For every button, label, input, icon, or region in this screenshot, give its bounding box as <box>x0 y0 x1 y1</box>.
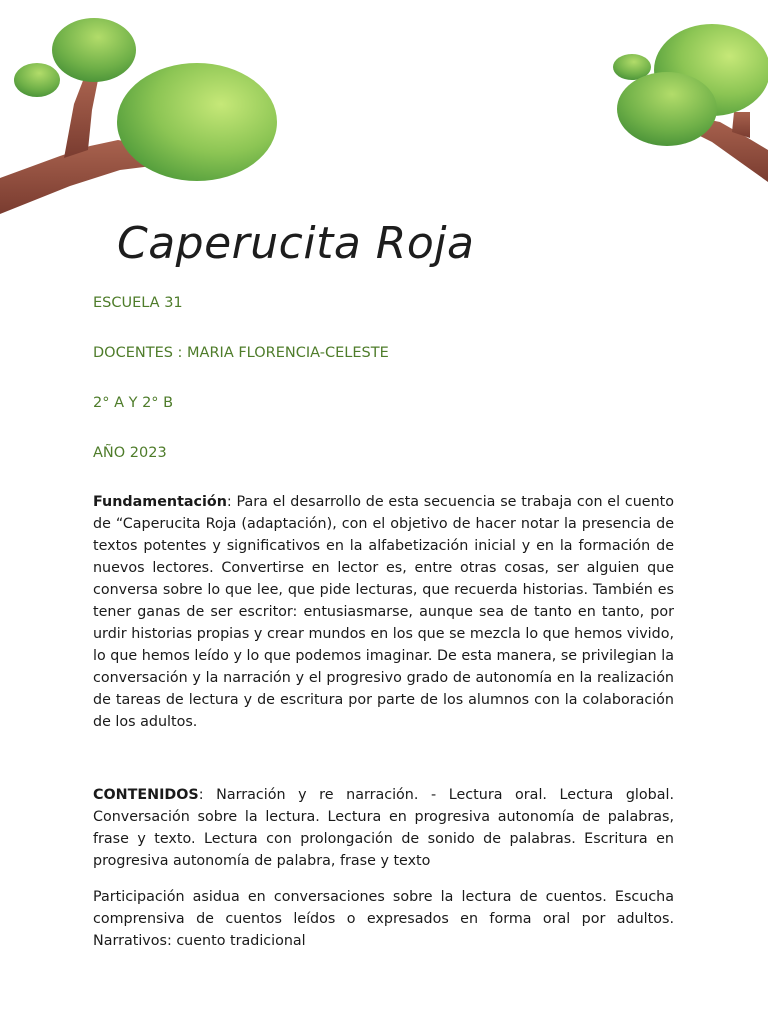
year-line: AÑO 2023 <box>93 445 167 461</box>
left-leaf-large <box>117 63 277 181</box>
left-leaf-small <box>14 63 60 97</box>
fundamentacion-text: : Para el desarrollo de esta secuencia se trabaja con el cuento de “Caperucita Roja (adaptación), con el objetivo de hacer notar la presencia de textos potentes y significativos en la alfabetización inicial y en la formación de nuevos lectores. Convertirse en lector es, entre otras cosas, ser alguien que conversa sobre lo que lee, que pide lecturas, que recuerda historias. También es tener ganas de ser escritor: entusiasmarse, aunque sea de tanto en tanto, por urdir historias propias y crear mundos en los que se mezcla lo que hemos vivido, lo que hemos leído y lo que podemos imaginar. De esta manera, se privilegian la conversación y la narración y el progresivo grado de autonomía en la realización de tareas de lectura y de escritura por parte de los alumnos con la colaboración de los adultos. <box>93 494 674 730</box>
contenidos-label: CONTENIDOS <box>93 787 199 803</box>
participacion-paragraph: Participación asidua en conversaciones sobre la lectura de cuentos. Escucha comprensiva de cuentos leídos o expresados en forma oral por adultos. Narrativos: cuento tradicional <box>93 889 674 949</box>
contenidos-paragraph <box>93 784 674 872</box>
grades-line: 2° A Y 2° B <box>93 395 174 411</box>
right-twig <box>732 112 750 138</box>
left-leaf-medium <box>52 18 136 82</box>
left-tree-illustration <box>0 18 277 214</box>
right-leaf-front <box>617 72 717 146</box>
teachers-line: DOCENTES : MARIA FLORENCIA-CELESTE <box>93 345 389 361</box>
left-branch <box>0 140 152 214</box>
left-twig <box>64 78 98 158</box>
fundamentacion-paragraph <box>93 491 674 733</box>
document-title: Caperucita Roja <box>117 218 475 269</box>
fundamentacion-label: Fundamentación <box>93 494 227 510</box>
right-leaf-small <box>613 54 651 80</box>
contenidos-text: : Narración y re narración. - Lectura oral. Lectura global. Conversación sobre la lectura. Lectura en progresiva autonomía de palabras, frase y texto. Lectura con prolongación de sonido de palabras. Escritura en progresiva autonomía de palabra, frase y texto <box>93 787 674 869</box>
school-name: ESCUELA 31 <box>93 295 183 311</box>
right-tree-illustration <box>613 24 768 182</box>
right-leaf-back <box>654 24 768 116</box>
tree-decoration <box>0 0 768 230</box>
right-branch <box>696 118 768 182</box>
